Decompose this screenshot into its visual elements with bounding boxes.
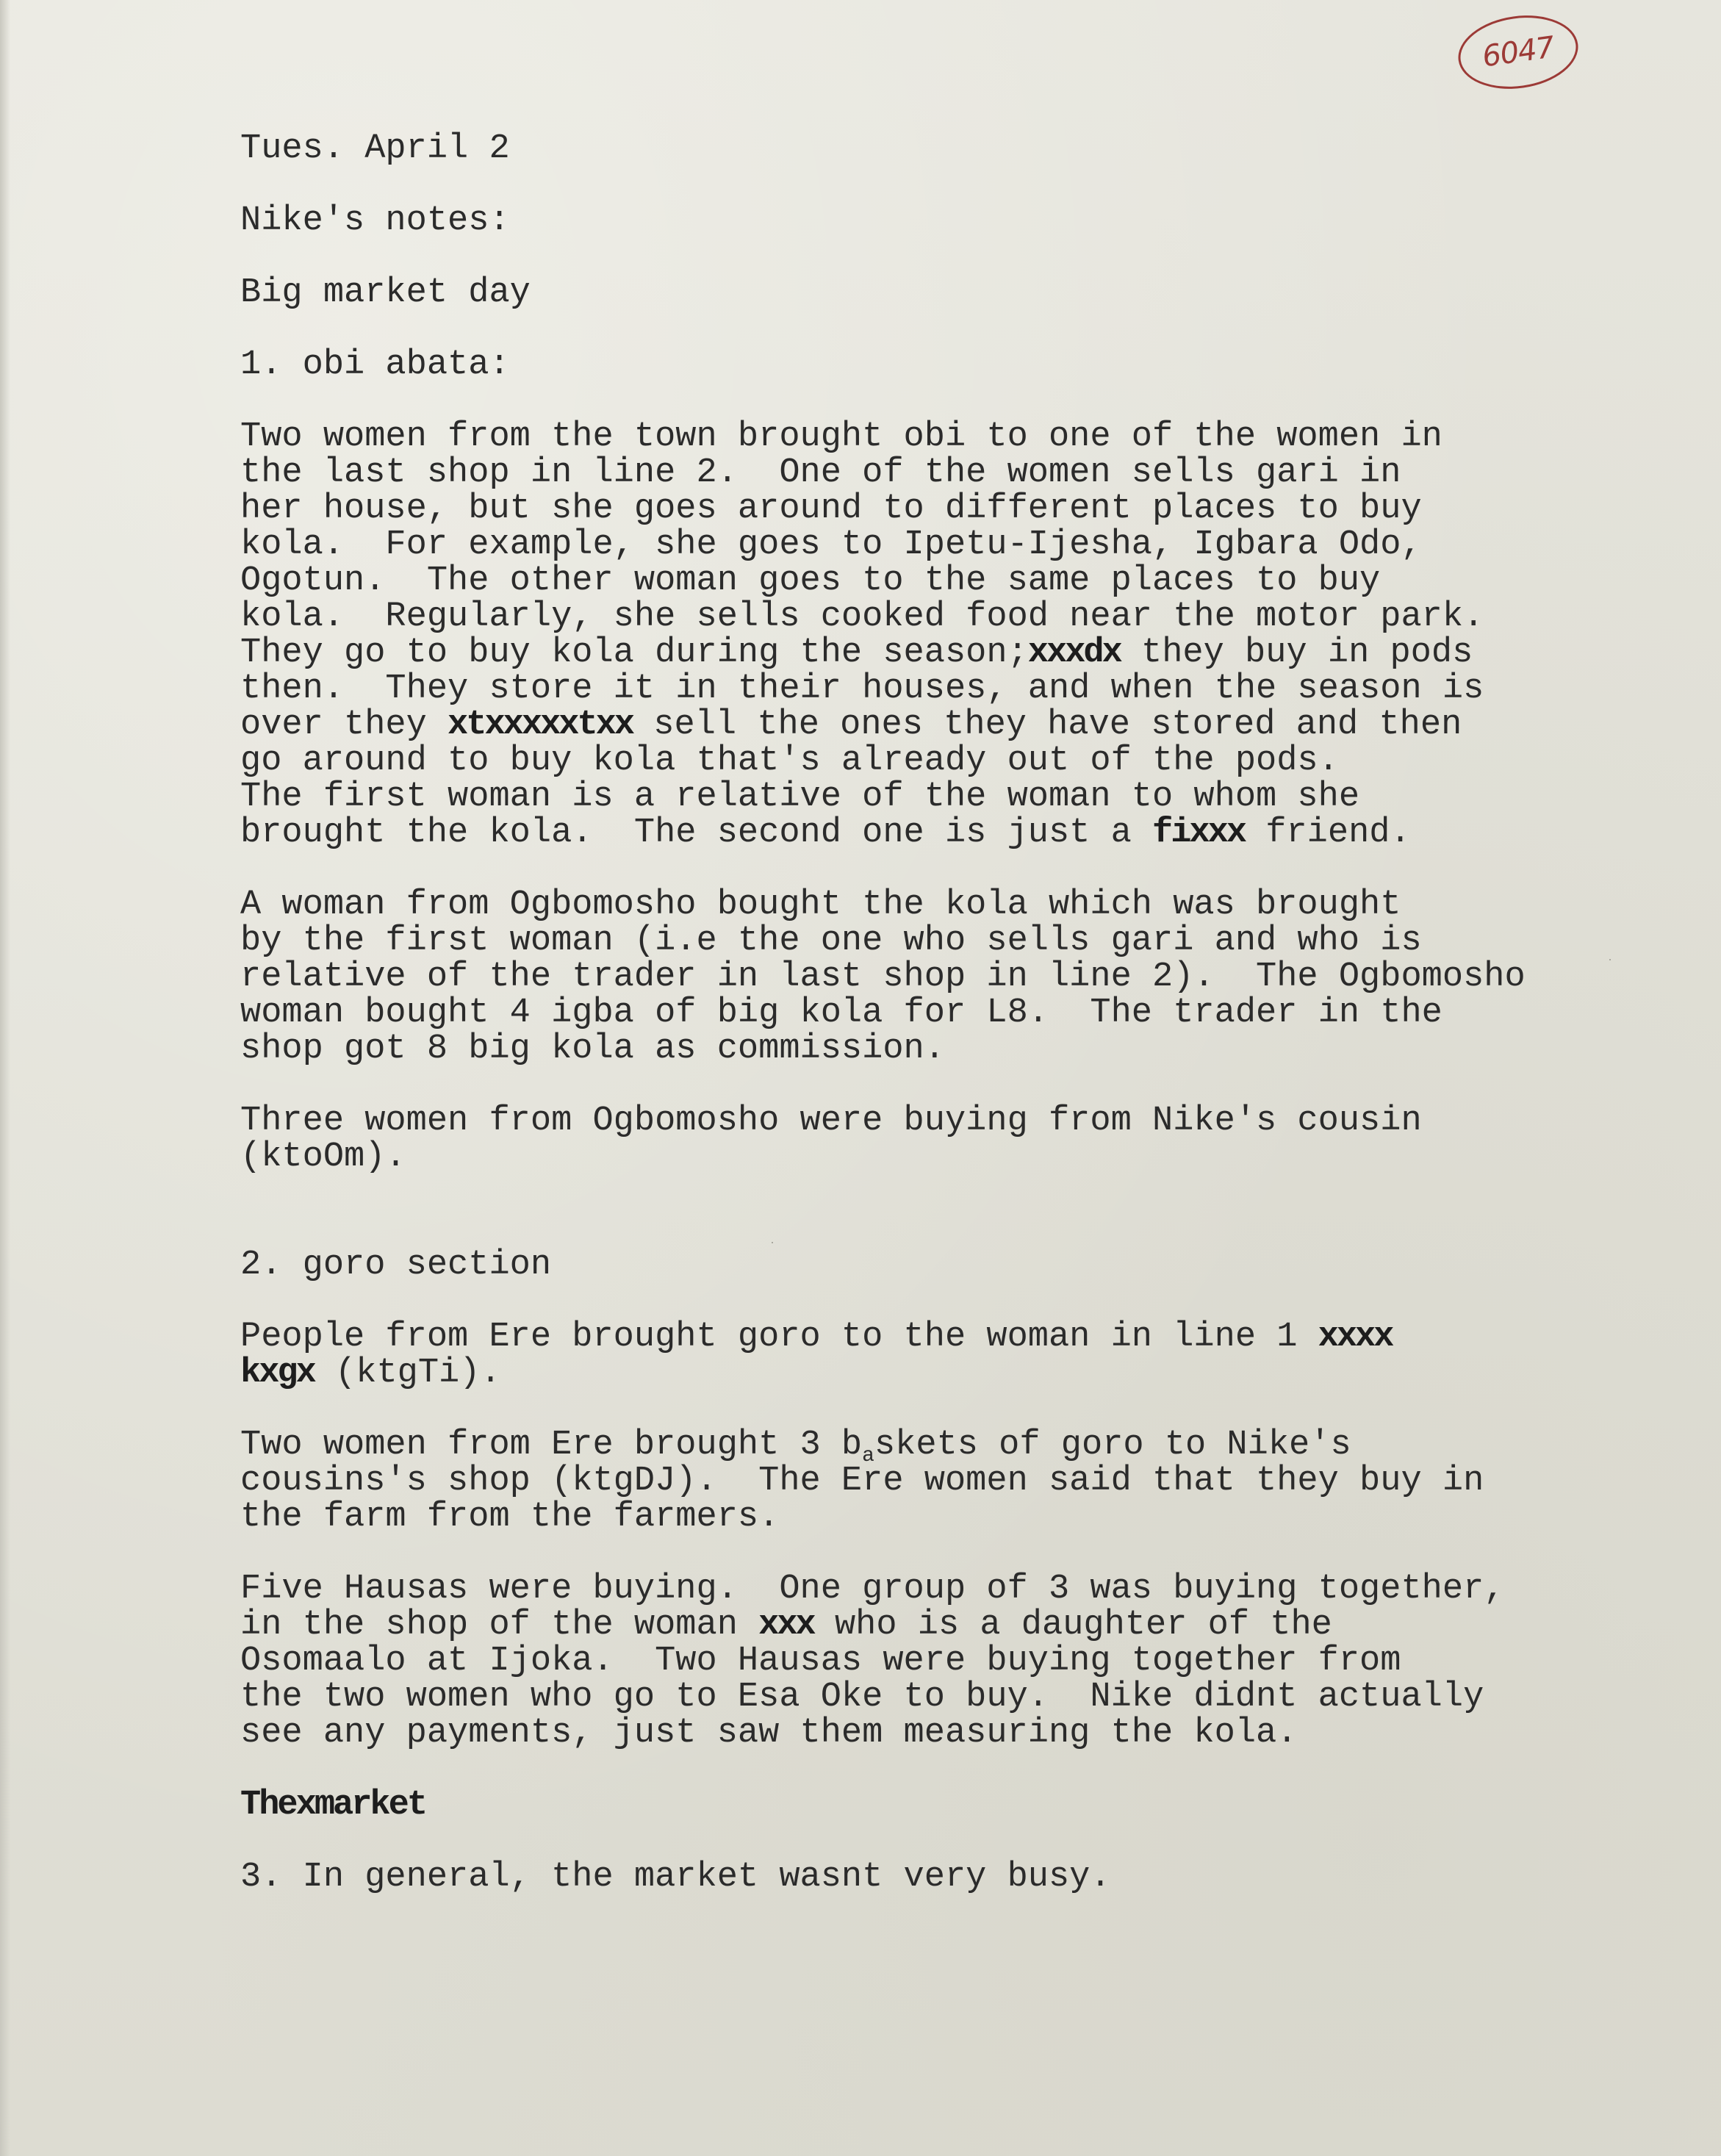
notes-title: Nike's notes: [240, 201, 510, 240]
text-line: go around to buy kola that's already out of the pods. [240, 741, 1339, 780]
text-line: the last shop in line 2. One of the women sells gari in [240, 453, 1401, 492]
text-line: Two women from Ere brought 3 $b_askets$ of goro to Nike's [240, 1426, 1351, 1467]
text-line: by the first woman (i.e the one who sells gari and who is [240, 921, 1422, 960]
section-2-paragraph-2 [240, 1427, 1703, 1535]
text-line: shop got 8 big kola as commission. [240, 1030, 945, 1068]
text-line: see any payments, just saw them measuring the kola. [240, 1714, 1298, 1753]
text-line: They go to buy kola during the season;xxxdx they buy in pods [240, 633, 1473, 672]
struck-out-text: xxxdx [1027, 633, 1121, 672]
text-line: kola. Regularly, she sells cooked food near the motor park. [240, 597, 1484, 636]
text-line: cousins's shop (ktgDJ). The Ere women said that they buy in [240, 1462, 1484, 1501]
text-line: relative of the trader in last shop in line 2). The Ogbomosho [240, 957, 1526, 996]
section-1-paragraph-1 [240, 419, 1703, 851]
text-line: woman bought 4 igba of big kola for L8. The trader in the [240, 993, 1442, 1032]
struck-out-text: fixxx [1152, 813, 1246, 852]
text-line: Two women from the town brought obi to one of the women in [240, 417, 1442, 456]
section-1-paragraph-2 [240, 887, 1703, 1067]
date-line: Tues. April 2 [240, 129, 510, 168]
text-line: kxgx (ktgTi). [240, 1354, 501, 1393]
section-3-line: 3. In general, the market wasnt very busy. [240, 1858, 1111, 1897]
paper-speck [1609, 959, 1611, 960]
section-2-heading: 2. goro section [240, 1246, 552, 1284]
text-line: A woman from Ogbomosho bought the kola which was brought [240, 885, 1401, 924]
section-1-paragraph-3 [240, 1103, 1703, 1175]
text-line: Osomaalo at Ijoka. Two Hausas were buying together from [240, 1642, 1401, 1681]
text-line: over they xtxxxxxtxx sell the ones they have stored and then [240, 705, 1462, 744]
text-line: The first woman is a relative of the woman to whom she [240, 777, 1360, 816]
struck-out-text: xxxx [1318, 1318, 1393, 1357]
struck-out-text: xtxxxxxtxx [448, 705, 633, 744]
paper-speck [772, 1242, 773, 1243]
text-line: the two women who go to Esa Oke to buy. Nike didnt actually [240, 1678, 1484, 1717]
section-2-paragraph-3 [240, 1571, 1703, 1751]
paper-edge-shadow [0, 0, 10, 2156]
text-line: in the shop of the woman xxx who is a daughter of the [240, 1606, 1332, 1645]
text-line: Ogotun. The other woman goes to the same places to buy [240, 561, 1381, 600]
text-line: Five Hausas were buying. One group of 3 was buying together, [240, 1570, 1505, 1609]
text-line: then. They store it in their houses, and when the season is [240, 669, 1484, 708]
section-2-paragraph-1 [240, 1319, 1703, 1391]
text-line: the farm from the farmers. [240, 1498, 780, 1537]
text-line: People from Ere brought goro to the woman in line 1 xxxx [240, 1318, 1393, 1357]
folio-number-stamp: 6047 [1454, 8, 1583, 96]
struck-out-text: xxx [758, 1606, 814, 1645]
text-line: Three women from Ogbomosho were buying from Nike's cousin [240, 1102, 1422, 1140]
inserted-letter: a [862, 1445, 874, 1467]
struck-out-text: kxgx [240, 1354, 315, 1393]
text-line: brought the kola. The second one is just a fixxx friend. [240, 813, 1411, 852]
section-1-heading: 1. obi abata: [240, 345, 510, 384]
typed-text-body [240, 131, 1703, 1895]
text-line: kola. For example, she goes to Ipetu-Ijesha, Igbara Odo, [240, 525, 1422, 564]
notes-subtitle: Big market day [240, 273, 531, 312]
struck-out-line: Thexmarket [240, 1786, 426, 1825]
text-line: her house, but she goes around to different places to buy [240, 489, 1422, 528]
text-line: (ktoOm). [240, 1138, 406, 1176]
